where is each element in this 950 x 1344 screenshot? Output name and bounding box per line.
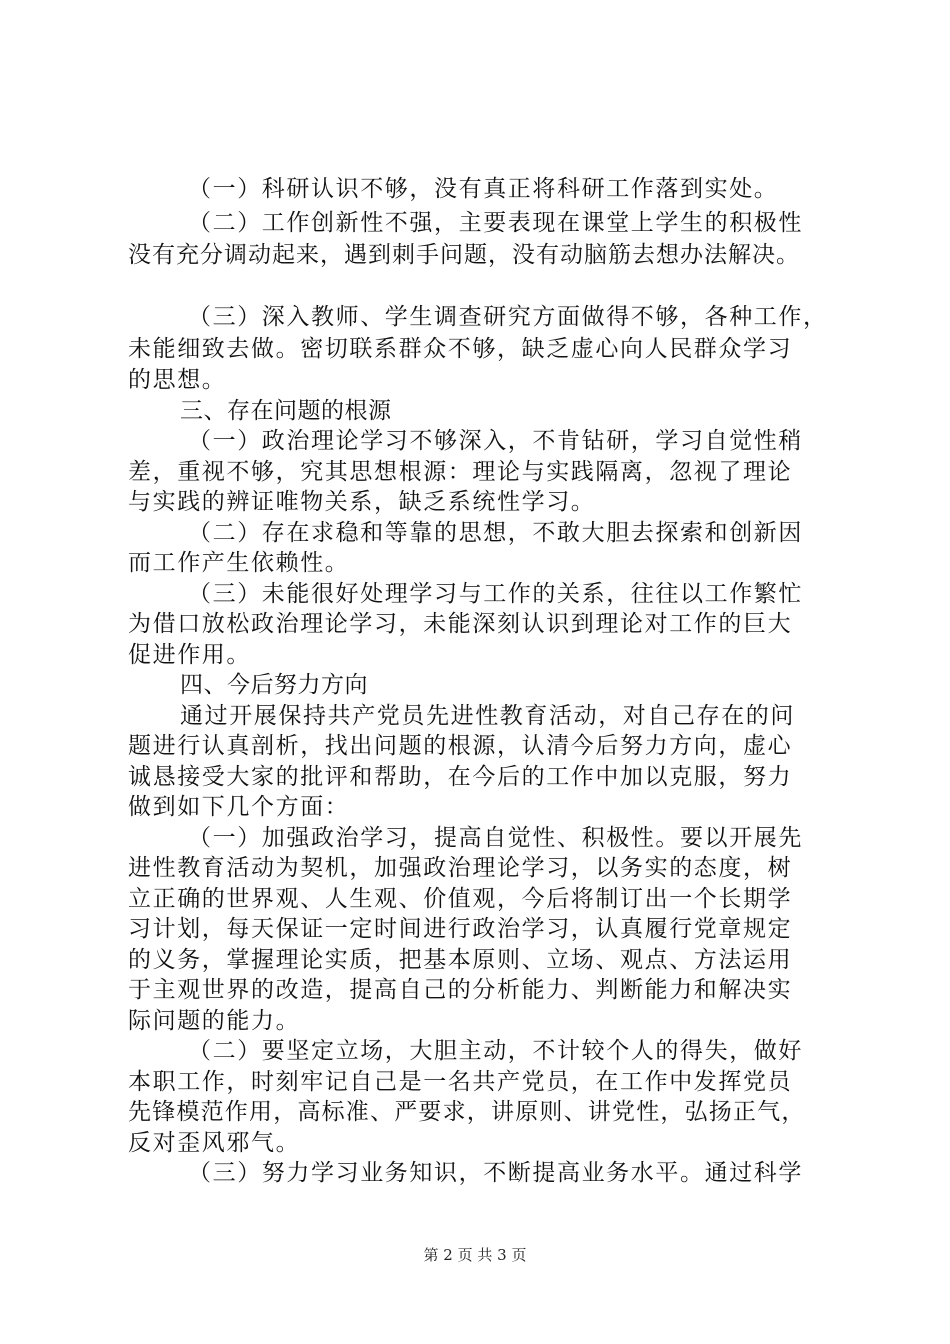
text-line: 的思想。 [128, 367, 227, 393]
text-line: 立正确的世界观、人生观、价值观，今后将制订出一个长期学 [128, 886, 793, 912]
text-line: 本职工作，时刻牢记自己是一名共产党员，在工作中发挥党员 [128, 1069, 793, 1095]
text-line: （三）未能很好处理学习与工作的关系，往往以工作繁忙 [188, 581, 803, 607]
text-line: 差，重视不够，究其思想根源：理论与实践隔离，忽视了理论 [128, 459, 793, 485]
section-heading: 四、今后努力方向 [180, 672, 368, 698]
text-line: （三）努力学习业务知识，不断提高业务水平。通过科学 [188, 1160, 803, 1186]
text-line: 为借口放松政治理论学习，未能深刻认识到理论对工作的巨大 [128, 611, 793, 637]
text-line: 没有充分调动起来，遇到刺手问题，没有动脑筋去想办法解决。 [128, 242, 800, 268]
text-line: 于主观世界的改造，提高自己的分析能力、判断能力和解决实 [128, 977, 793, 1003]
text-line: 反对歪风邪气。 [128, 1130, 301, 1156]
text-line: （一）加强政治学习，提高自觉性、积极性。要以开展先 [188, 825, 803, 851]
text-line: 诚恳接受大家的批评和帮助，在今后的工作中加以克服，努力 [128, 764, 793, 790]
page-number-footer: 第 2 页 共 3 页 [423, 1246, 527, 1264]
text-line: 的义务，掌握理论实质，把基本原则、立场、观点、方法运用 [128, 947, 793, 973]
text-line: （一）政治理论学习不够深入，不肯钻研，学习自觉性稍 [188, 428, 803, 454]
text-line: （二）工作创新性不强，主要表现在课堂上学生的积极性 [188, 210, 803, 236]
text-line: 做到如下几个方面： [128, 794, 350, 820]
text-line: 通过开展保持共产党员先进性教育活动，对自己存在的问 [180, 703, 795, 729]
section-heading: 三、存在问题的根源 [180, 398, 392, 424]
text-line: 际问题的能力。 [128, 1008, 301, 1034]
text-line: 促进作用。 [128, 642, 251, 668]
text-line: （二）要坚定立场，大胆主动，不计较个人的得失，做好 [188, 1038, 803, 1064]
text-line: 题进行认真剖析，找出问题的根源，认清今后努力方向，虚心 [128, 733, 793, 759]
text-line: 与实践的辨证唯物关系，缺乏系统性学习。 [128, 489, 596, 515]
text-line: 先锋模范作用，高标准、严要求，讲原则、讲党性，弘扬正气， [128, 1099, 806, 1125]
text-line: 未能细致去做。密切联系群众不够，缺乏虚心向人民群众学习 [128, 336, 793, 362]
text-line: 习计划，每天保证一定时间进行政治学习，认真履行党章规定 [128, 916, 793, 942]
text-line: （三）深入教师、学生调查研究方面做得不够，各种工作， [188, 304, 828, 330]
text-line: （一）科研认识不够，没有真正将科研工作落到实处。 [188, 176, 779, 202]
text-line: 进性教育活动为契机，加强政治理论学习，以务实的态度，树 [128, 855, 793, 881]
text-line: （二）存在求稳和等靠的思想，不敢大胆去探索和创新因 [188, 520, 803, 546]
text-line: 而工作产生依赖性。 [128, 550, 350, 576]
